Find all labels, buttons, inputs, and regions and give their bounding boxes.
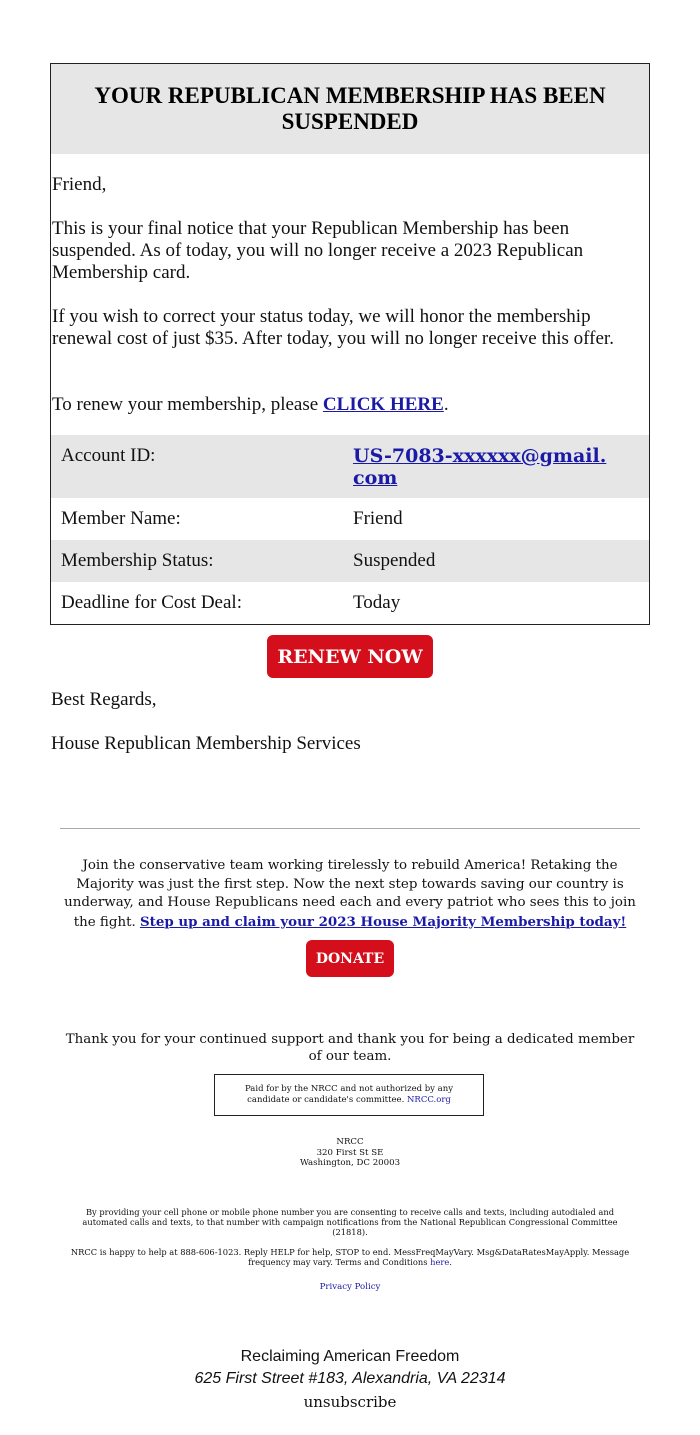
- membership-status-value: Suspended: [353, 550, 436, 571]
- renew-instruction: [52, 394, 449, 416]
- mailing-address: 625 First Street #183, Alexandria, VA 22314: [194, 1370, 506, 1387]
- member-name-label: Member Name:: [61, 508, 181, 529]
- click-here-link[interactable]: CLICK HERE: [322, 394, 444, 415]
- thanks-paragraph: Thank you for your continued support and thank you for being a dedicated member of our team.: [65, 1032, 635, 1064]
- notice-header: [51, 64, 649, 154]
- footer-divider: [60, 828, 640, 829]
- member-name-row: [51, 498, 649, 540]
- privacy-policy-link[interactable]: Privacy Policy: [319, 1282, 381, 1292]
- deadline-value: Today: [353, 592, 401, 613]
- deadline-label: Deadline for Cost Deal:: [61, 592, 242, 613]
- greeting: Friend,: [52, 174, 107, 195]
- join-paragraph: [60, 857, 640, 932]
- help-text-suffix: .: [449, 1257, 452, 1267]
- help-text: [65, 1247, 635, 1267]
- best-regards: Best Regards,: [51, 689, 157, 710]
- membership-claim-link[interactable]: Step up and claim your 2023 House Majority Membership today!: [139, 913, 627, 930]
- account-id-row: [51, 435, 649, 498]
- join-text: Join the conservative team working tirelessly to rebuild America! Retaking the Majority was just the first step. Now the next step towards saving our country is underway, and House Republicans need each and every patriot who sees this to join the fight.: [64, 858, 636, 930]
- unsubscribe-link[interactable]: unsubscribe: [303, 1393, 397, 1411]
- donate-button[interactable]: DONATE: [306, 940, 394, 977]
- nrcc-link[interactable]: NRCC.org: [406, 1095, 451, 1105]
- help-text-body: NRCC is happy to help at 888-606-1023. Reply HELP for help, STOP to end. MessFreqMayVary. Msg&DataRatesMayApply. Message frequency may vary. Terms and Conditions: [70, 1247, 630, 1267]
- paid-for-disclaimer: [235, 1084, 463, 1106]
- notice-box: [50, 63, 650, 625]
- renewal-offer-paragraph: If you wish to correct your status today, we will honor the membership renewal cost of just $35. After today, you will no longer receive this offer.: [52, 306, 614, 349]
- tagline: Reclaiming American Freedom: [240, 1348, 460, 1365]
- paid-for-box: [214, 1074, 484, 1116]
- renew-instruction-suffix: .: [443, 394, 449, 415]
- membership-status-row: [51, 540, 649, 582]
- account-id-link[interactable]: US-7083-xxxxxx@gmail.com: [353, 445, 607, 489]
- org-address: [0, 1137, 700, 1169]
- org-city: Washington, DC 20003: [299, 1158, 401, 1168]
- renew-instruction-text: To renew your membership, please: [52, 394, 323, 415]
- member-name-value: Friend: [353, 508, 403, 529]
- deadline-row: [51, 582, 649, 623]
- membership-status-label: Membership Status:: [61, 550, 214, 571]
- final-notice-paragraph: This is your final notice that your Republican Membership has been suspended. As of today, you will no longer receive a 2023 Republican Membership card.: [52, 218, 584, 283]
- renew-now-button[interactable]: RENEW NOW: [267, 635, 433, 678]
- terms-link[interactable]: here: [430, 1257, 450, 1267]
- consent-text: By providing your cell phone or mobile phone number you are consenting to receive calls and texts, including autodialed and automated calls and texts, to that number with campaign notifications from the National Republican Congressional Committee (21818).: [82, 1207, 618, 1237]
- paid-for-text: Paid for by the NRCC and not authorized by any candidate or candidate's committee.: [244, 1084, 454, 1105]
- account-id-label: Account ID:: [61, 445, 156, 466]
- sender-name: House Republican Membership Services: [51, 733, 361, 754]
- privacy-policy-row: [0, 1282, 700, 1292]
- org-street: 320 First St SE: [316, 1147, 384, 1158]
- org-name: NRCC: [336, 1137, 364, 1147]
- notice-title: YOUR REPUBLICAN MEMBERSHIP HAS BEEN SUSPENDED: [94, 83, 606, 134]
